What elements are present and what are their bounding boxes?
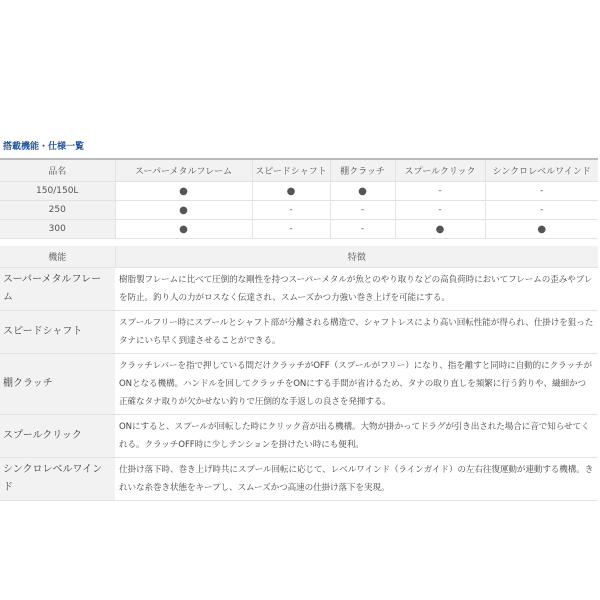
- feature-description: クラッチレバーを指で押している間だけクラッチがOFF（スプールがフリー）になり、指を離すと同時に自動的にクラッチがONとなる機構。ハンドルを回してクラッチをONにする手間が省けるため、タナの取り直しを頻繁に行う釣りや、繊細かつ正確なタナ取りが欠かせない釣りで圧倒的な手返しの良さを発揮する。: [115, 354, 598, 415]
- spec-row: [0, 220, 598, 239]
- feature-present-mark: ●: [395, 220, 485, 239]
- feature-description: 樹脂製フレームに比べて圧倒的な剛性を持つスーパーメタルが魚とのやり取りなどの高負荷時においてフレームの歪みやブレを防止。釣り人の力がロスなく伝達され、スムーズかつ力強い巻き上げを可能にする。: [115, 268, 598, 311]
- feature-header-row: [0, 246, 598, 268]
- feature-absent-mark: -: [330, 201, 395, 220]
- feature-name: シンクロレベルワインド: [0, 458, 115, 501]
- header-speed-shaft: スピードシャフト: [252, 159, 330, 182]
- spec-row: [0, 201, 598, 220]
- feature-description: スプールフリー時にスプールとシャフト部が分離される構造で、シャフトレスにより高い回転性能が得られ、仕掛けを狙ったタナにいち早く到達させることができる。: [115, 311, 598, 354]
- spec-table: [0, 158, 598, 239]
- feature-present-mark: ●: [115, 182, 252, 201]
- feature-description: ONにすると、スプールが回転した時にクリック音が出る機構。大物が掛かってドラグが引き出された場合に音で知らせてくれる。クラッチOFF時に少しテンションを掛けたい時にも便利。: [115, 415, 598, 458]
- spec-row: [0, 182, 598, 201]
- feature-absent-mark: -: [485, 182, 598, 201]
- feature-row: [0, 354, 598, 415]
- section-title: 搭載機能・仕様一覧: [3, 142, 85, 152]
- feature-absent-mark: -: [395, 182, 485, 201]
- feature-name: スピードシャフト: [0, 311, 115, 354]
- feature-present-mark: ●: [330, 182, 395, 201]
- feature-present-mark: ●: [115, 220, 252, 239]
- feature-row: [0, 311, 598, 354]
- model-name: 300: [0, 220, 115, 239]
- feature-row: [0, 458, 598, 501]
- feature-present-mark: ●: [252, 182, 330, 201]
- feature-table: [0, 246, 598, 501]
- feature-name: スーパーメタルフレーム: [0, 268, 115, 311]
- feature-absent-mark: -: [252, 201, 330, 220]
- feature-description: 仕掛け落下時、巻き上げ時共にスプール回転に応じて、レベルワインド（ラインガイド）の左右往復運動が連動する機構。きれいな糸巻き状態をキープし、スムーズかつ高速の仕掛け落下を実現。: [115, 458, 598, 501]
- spec-header-row: [0, 159, 598, 182]
- feature-row: [0, 415, 598, 458]
- feature-absent-mark: -: [395, 201, 485, 220]
- header-spool-click: スプールクリック: [395, 159, 485, 182]
- feature-present-mark: ●: [115, 201, 252, 220]
- header-tana-clutch: 棚クラッチ: [330, 159, 395, 182]
- feature-present-mark: ●: [485, 220, 598, 239]
- header-synchro-level-wind: シンクロレベルワインド: [485, 159, 598, 182]
- feature-absent-mark: -: [252, 220, 330, 239]
- header-description: 特徴: [115, 246, 598, 268]
- feature-name: 棚クラッチ: [0, 354, 115, 415]
- header-model: 品名: [0, 159, 115, 182]
- header-feature: 機能: [0, 246, 115, 268]
- feature-absent-mark: -: [330, 220, 395, 239]
- header-super-metal-frame: スーパーメタルフレーム: [115, 159, 252, 182]
- feature-name: スプールクリック: [0, 415, 115, 458]
- feature-row: [0, 268, 598, 311]
- feature-absent-mark: -: [485, 201, 598, 220]
- model-name: 250: [0, 201, 115, 220]
- model-name: 150/150L: [0, 182, 115, 201]
